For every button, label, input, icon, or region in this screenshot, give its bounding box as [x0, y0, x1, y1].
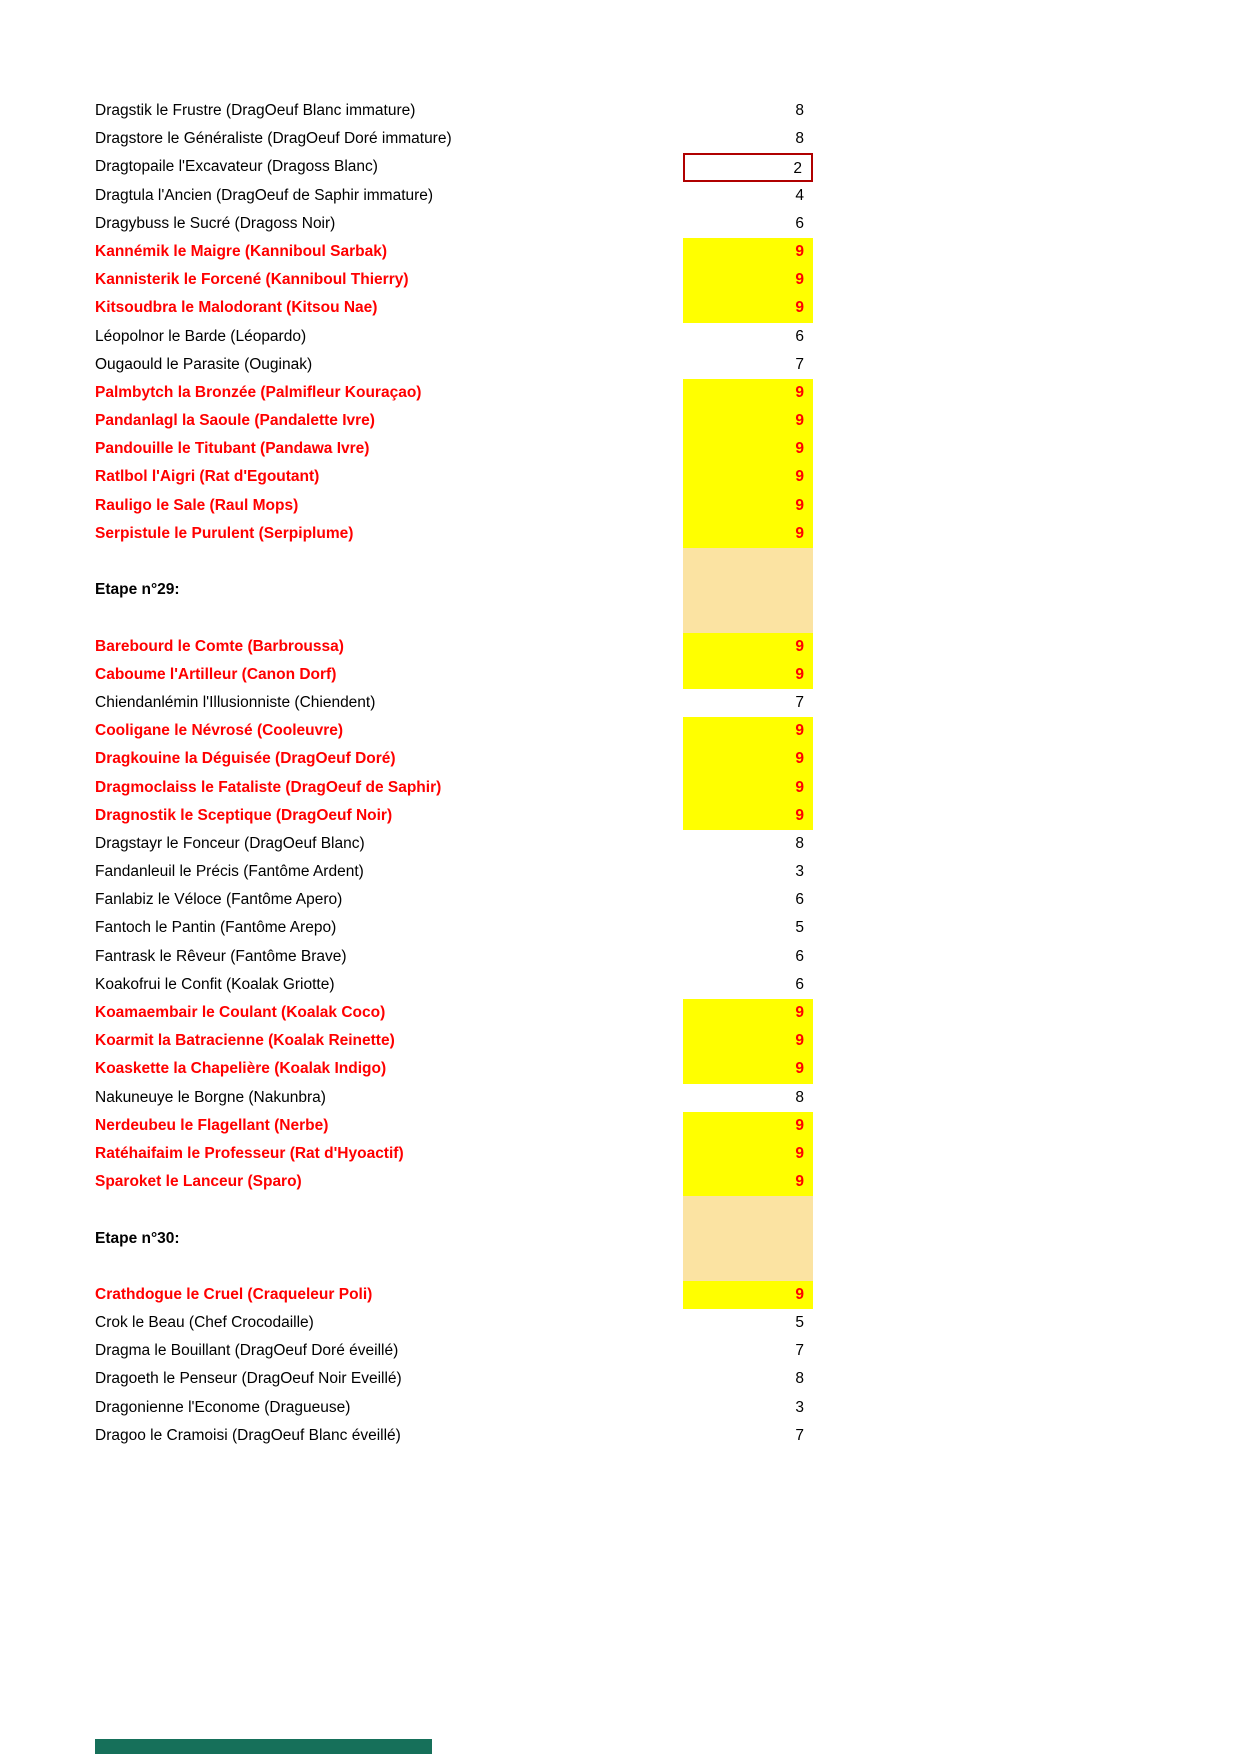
monster-name: Kannisterik le Forcené (Kanniboul Thierry): [95, 271, 409, 289]
spacer-row: [0, 548, 1241, 576]
monster-name: Dragybuss le Sucré (Dragoss Noir): [95, 214, 336, 232]
score-cell: 9: [683, 717, 813, 745]
table-row: [0, 1112, 1241, 1140]
score-cell: 9: [683, 294, 813, 322]
score-cell: [683, 1196, 813, 1224]
score-cell: 9: [683, 1168, 813, 1196]
monster-name: Dragkouine la Déguisée (DragOeuf Doré): [95, 750, 396, 768]
monster-name: Dragnostik le Sceptique (DragOeuf Noir): [95, 806, 393, 824]
monster-name: Nakuneuye le Borgne (Nakunbra): [95, 1088, 326, 1106]
section-label: Etape n°30:: [95, 1229, 180, 1247]
score-cell: [683, 548, 813, 576]
table-row: [0, 153, 1241, 181]
monster-name: Nerdeubeu le Flagellant (Nerbe): [95, 1116, 329, 1134]
score-cell: 9: [683, 1112, 813, 1140]
table-row: [0, 294, 1241, 322]
monster-name: Barebourd le Comte (Barbroussa): [95, 637, 344, 655]
score-cell: 8: [795, 1370, 804, 1388]
table-row: [0, 97, 1241, 125]
table-row: [0, 633, 1241, 661]
table-row: [0, 689, 1241, 717]
section-label: Etape n°29:: [95, 581, 180, 599]
score-cell: 5: [795, 919, 804, 937]
section-header-row: [0, 1225, 1241, 1253]
monster-name: Cooligane le Névrosé (Cooleuvre): [95, 722, 344, 740]
score-cell: 9: [683, 407, 813, 435]
table-row: [0, 182, 1241, 210]
score-cell: 9: [683, 238, 813, 266]
score-cell: [683, 576, 813, 604]
score-cell: 8: [795, 130, 804, 148]
score-cell: 7: [795, 355, 804, 373]
score-cell: 9: [683, 774, 813, 802]
score-cell: 8: [795, 834, 804, 852]
monster-name: Caboume l'Artilleur (Canon Dorf): [95, 665, 337, 683]
monster-name: Serpistule le Purulent (Serpiplume): [95, 524, 354, 542]
section-header-row: [0, 576, 1241, 604]
monster-name: Fantrask le Rêveur (Fantôme Brave): [95, 947, 347, 965]
table-row: [0, 943, 1241, 971]
table-row: [0, 266, 1241, 294]
monster-name: Dragmoclaiss le Fataliste (DragOeuf de Saphir): [95, 778, 442, 796]
monster-name: Sparoket le Lanceur (Sparo): [95, 1173, 302, 1191]
monster-name: Fandanleuil le Précis (Fantôme Ardent): [95, 863, 364, 881]
score-cell: 6: [795, 975, 804, 993]
monster-name: Crathdogue le Cruel (Craqueleur Poli): [95, 1285, 373, 1303]
monster-name: Koakofrui le Confit (Koalak Griotte): [95, 975, 335, 993]
score-cell: 9: [683, 1055, 813, 1083]
table-row: [0, 774, 1241, 802]
score-cell: 8: [795, 1088, 804, 1106]
table-row: [0, 1027, 1241, 1055]
table-row: [0, 492, 1241, 520]
table-row: [0, 1309, 1241, 1337]
score-cell: 9: [683, 520, 813, 548]
table-row: [0, 323, 1241, 351]
table-row: [0, 1055, 1241, 1083]
monster-name: Léopolnor le Barde (Léopardo): [95, 327, 307, 345]
monster-name: Dragonienne l'Econome (Dragueuse): [95, 1398, 351, 1416]
score-cell: 9: [683, 1140, 813, 1168]
score-cell: 9: [683, 802, 813, 830]
table-row: [0, 125, 1241, 153]
score-cell: 9: [683, 1281, 813, 1309]
table-row: [0, 999, 1241, 1027]
table-row: [0, 210, 1241, 238]
table-row: [0, 717, 1241, 745]
monster-name: Fanlabiz le Véloce (Fantôme Apero): [95, 891, 343, 909]
score-cell: 9: [683, 379, 813, 407]
score-cell: 9: [683, 633, 813, 661]
score-cell: [683, 1253, 813, 1281]
score-cell: 6: [795, 214, 804, 232]
monster-name: Ougaould le Parasite (Ouginak): [95, 355, 313, 373]
score-cell: 6: [795, 891, 804, 909]
score-cell: 9: [683, 745, 813, 773]
score-cell: 6: [795, 327, 804, 345]
score-cell: 8: [795, 102, 804, 119]
score-cell: 9: [683, 999, 813, 1027]
monster-name: Kannémik le Maigre (Kanniboul Sarbak): [95, 242, 387, 260]
table-row: [0, 1337, 1241, 1365]
table-row: [0, 745, 1241, 773]
table-row: [0, 802, 1241, 830]
table-row: [0, 971, 1241, 999]
monster-name: Dragoeth le Penseur (DragOeuf Noir Eveillé): [95, 1370, 402, 1388]
table-row: [0, 1394, 1241, 1422]
monster-name: Dragstayr le Fonceur (DragOeuf Blanc): [95, 834, 365, 852]
monster-name: Dragma le Bouillant (DragOeuf Doré éveillé): [95, 1342, 399, 1360]
score-cell: 9: [683, 661, 813, 689]
score-cell: 3: [795, 1398, 804, 1416]
monster-name: Dragtula l'Ancien (DragOeuf de Saphir immature): [95, 186, 434, 204]
table-row: [0, 661, 1241, 689]
spacer-row: [0, 1253, 1241, 1281]
monster-name: Dragstore le Généraliste (DragOeuf Doré immature): [95, 130, 452, 148]
table-row: [0, 886, 1241, 914]
table-row: [0, 830, 1241, 858]
monster-name: Dragoo le Cramoisi (DragOeuf Blanc éveillé): [95, 1426, 401, 1444]
monster-name: Kitsoudbra le Malodorant (Kitsou Nae): [95, 299, 378, 317]
monster-name: Ratéhaifaim le Professeur (Rat d'Hyoactif): [95, 1144, 404, 1162]
monster-name: Koamaembair le Coulant (Koalak Coco): [95, 1004, 386, 1021]
score-cell: 7: [795, 1342, 804, 1360]
score-cell: [683, 1225, 813, 1253]
score-cell: 9: [683, 463, 813, 491]
table-row: [0, 520, 1241, 548]
bottom-section-color-bar: [95, 1739, 432, 1754]
table-row: [0, 407, 1241, 435]
score-cell: 9: [683, 1027, 813, 1055]
score-cell: 5: [795, 1314, 804, 1332]
score-cell: 9: [683, 435, 813, 463]
table-row: [0, 1281, 1241, 1309]
monster-name: Fantoch le Pantin (Fantôme Arepo): [95, 919, 337, 937]
monster-name: Dragstik le Frustre (DragOeuf Blanc immature): [95, 102, 416, 119]
table-row: [0, 463, 1241, 491]
monster-name: Ratlbol l'Aigri (Rat d'Egoutant): [95, 468, 320, 486]
monster-name: Dragtopaile l'Excavateur (Dragoss Blanc): [95, 158, 378, 176]
monster-name: Koaskette la Chapelière (Koalak Indigo): [95, 1060, 387, 1078]
table-row: [0, 1365, 1241, 1393]
score-cell: 7: [795, 693, 804, 711]
score-cell: 9: [683, 492, 813, 520]
monster-name: Palmbytch la Bronzée (Palmifleur Kouraçao): [95, 383, 422, 401]
score-cell: 9: [683, 266, 813, 294]
table-row: [0, 435, 1241, 463]
score-cell-outlined: 2: [683, 153, 813, 181]
table-row: [0, 858, 1241, 886]
table-row: [0, 1168, 1241, 1196]
monster-score-table: [0, 97, 1241, 1450]
table-row: [0, 238, 1241, 266]
monster-name: Pandanlagl la Saoule (Pandalette Ivre): [95, 412, 375, 430]
score-cell: 6: [795, 947, 804, 965]
monster-name: Chiendanlémin l'Illusionniste (Chiendent): [95, 693, 376, 711]
table-row: [0, 1422, 1241, 1450]
score-cell: 3: [795, 863, 804, 881]
spacer-row: [0, 604, 1241, 632]
table-row: [0, 914, 1241, 942]
spacer-row: [0, 1196, 1241, 1224]
table-row: [0, 1140, 1241, 1168]
score-cell: 7: [795, 1426, 804, 1444]
monster-name: Crok le Beau (Chef Crocodaille): [95, 1314, 314, 1332]
table-row: [0, 379, 1241, 407]
table-row: [0, 1084, 1241, 1112]
monster-name: Pandouille le Titubant (Pandawa Ivre): [95, 440, 370, 458]
score-cell: [683, 604, 813, 632]
table-row: [0, 351, 1241, 379]
score-cell: 4: [795, 186, 804, 204]
monster-name: Koarmit la Batracienne (Koalak Reinette): [95, 1032, 395, 1050]
monster-name: Rauligo le Sale (Raul Mops): [95, 496, 299, 514]
